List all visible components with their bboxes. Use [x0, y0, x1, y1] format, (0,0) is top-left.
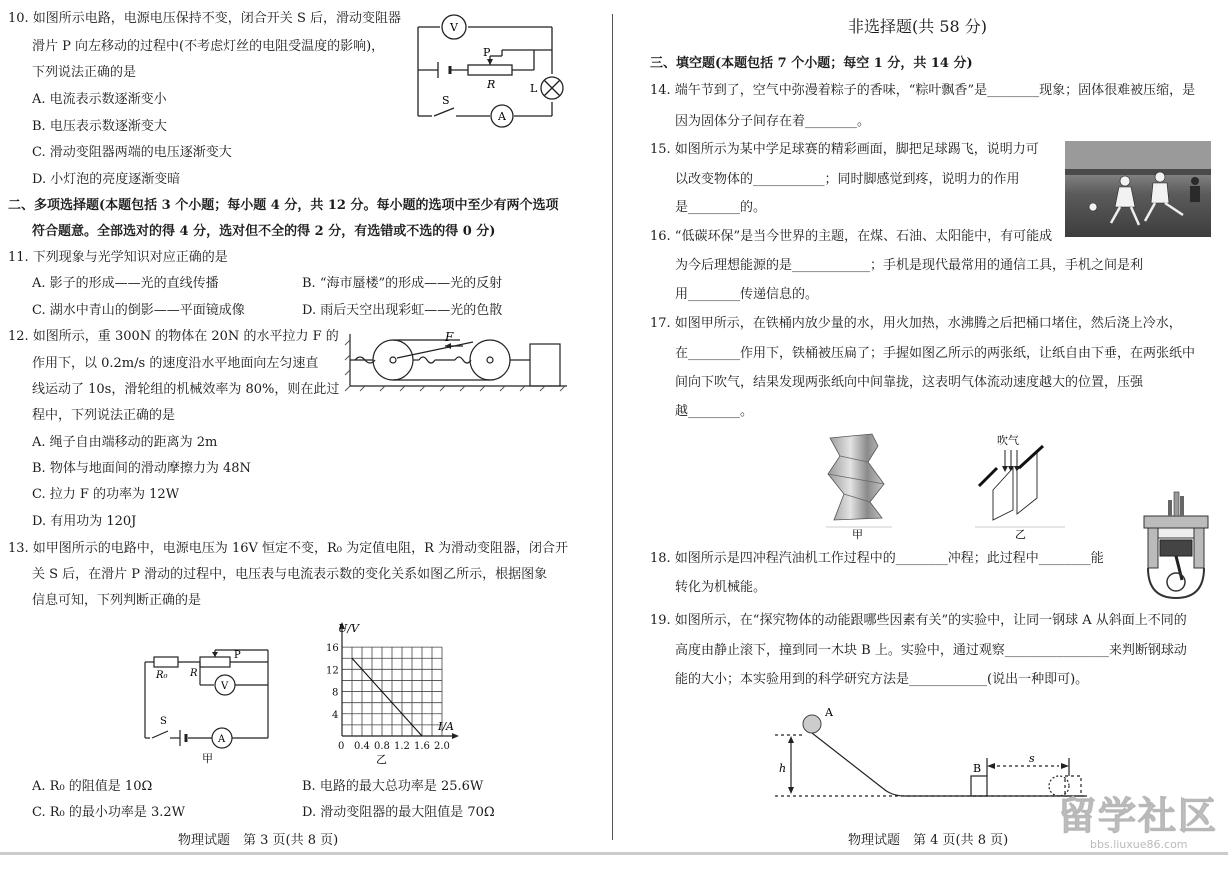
q10-line1: 10. 如图所示电路，电源电压保持不变，闭合开关 S 后，滑动变阻器 — [8, 11, 401, 26]
page-divider — [612, 14, 613, 840]
q10-option-c: C. 滑动变阻器两端的电压逐渐变大 — [32, 145, 232, 160]
q13-line3: 信息可知，下列判断正确的是 — [32, 593, 202, 608]
lamp-l-label: L — [530, 82, 538, 95]
q10-line2: 滑片 P 向左移动的过程中(不考虑灯丝的电阻受温度的影响)， — [32, 39, 385, 54]
q11-option-a: A. 影子的形成——光的直线传播 — [32, 276, 219, 291]
blow-label: 吹气 — [997, 434, 1019, 447]
q10-circuit-diagram — [410, 12, 580, 132]
right-page-footer: 物理试题 第 4 页(共 8 页) — [848, 833, 1009, 848]
q18-line1: 18. 如图所示是四冲程汽油机工作过程中的________冲程；此过程中________能 — [650, 551, 1104, 566]
chart-x-tick-label: 0 — [338, 741, 345, 752]
football-photo — [1065, 141, 1211, 237]
chart-series-line — [352, 658, 422, 736]
ammeter-label: A — [498, 110, 506, 123]
watermark-url: bbs.liuxue86.com — [1090, 838, 1188, 851]
q10-option-a: A. 电流表示数逐渐变小 — [32, 92, 167, 107]
q18-line2: 转化为机械能。 — [675, 580, 767, 595]
q10-option-d: D. 小灯泡的亮度逐渐变暗 — [32, 172, 181, 187]
q11-option-d: D. 雨后天空出现彩虹——光的色散 — [302, 303, 503, 318]
q14-line2: 因为固体分子间存在着________。 — [675, 114, 871, 129]
section2-heading-line2: 符合题意。全部选对的得 4 分，选对但不全的得 2 分，有选错或不选的得 0 分) — [32, 224, 496, 239]
ball-a-label: A — [825, 706, 833, 719]
q17-line3: 间向下吹气，结果发现两张纸向中间靠拢，这表明气体流动速度越大的位置，压强 — [675, 375, 1144, 390]
q19-line2: 高度由静止滚下，撞到同一木块 B 上。实验中，通过观察________________来判断钢球动 — [675, 643, 1187, 658]
q19-line3: 能的大小；本实验用到的科学研究方法是____________(说出一种即可)。 — [675, 672, 1089, 687]
section2-heading-line1: 二、多项选择题(本题包括 3 个小题；每小题 4 分，共 12 分。每小题的选项中至少有两个选项 — [8, 198, 559, 213]
q11-option-c: C. 湖水中青山的倒影——平面镜成像 — [32, 303, 245, 318]
q10-option-b: B. 电压表示数逐渐变大 — [32, 119, 167, 134]
q12-pulley-diagram — [345, 330, 570, 392]
q12-line2: 作用下，以 0.2m/s 的速度沿水平地面向左匀速直 — [32, 356, 319, 371]
q11-stem: 11. 下列现象与光学知识对应正确的是 — [8, 250, 228, 265]
distance-s-label: s — [1029, 752, 1035, 765]
watermark-logo: 留学社区 — [1058, 794, 1219, 838]
chart-y-tick-label: 12 — [326, 665, 339, 677]
q13-circuit-jia — [140, 642, 280, 767]
q15-line1: 15. 如图所示为某中学足球赛的精彩画面，脚把足球踢飞，说明力可 — [650, 142, 1039, 157]
q11-option-b: B. “海市蜃楼”的形成——光的反射 — [302, 276, 503, 291]
y-axis-label: U/V — [338, 622, 359, 635]
block-b-label: B — [973, 762, 982, 775]
q16-line3: 用________传递信息的。 — [675, 287, 819, 302]
section3-heading: 三、填空题(本题包括 7 个小题；每空 1 分，共 14 分) — [650, 56, 973, 71]
chart-x-tick-label: 0.4 — [354, 741, 370, 752]
q16-line2: 为今后理想能源的是____________；手机是现代最常用的通信工具，手机之间是利 — [675, 258, 1144, 273]
crushed-can-figure — [826, 432, 892, 540]
q12-option-a: A. 绳子自由端移动的距离为 2m — [32, 435, 218, 450]
q13-line1: 13. 如甲图所示的电路中，电源电压为 16V 恒定不变，R₀ 为定值电阻，R 为滑动变阻器，闭合开 — [8, 541, 569, 556]
q13-line2: 关 S 后，在滑片 P 滑动的过程中，电压表与电流表示数的变化关系如图乙所示，根据图象 — [32, 567, 548, 582]
caption-jia: 甲 — [202, 752, 213, 765]
voltmeter-label: V — [221, 681, 229, 692]
rheostat-r-label: R — [487, 78, 496, 91]
voltmeter-label: V — [450, 21, 458, 34]
chart-y-tick-label: 16 — [326, 643, 339, 655]
q16-line1: 16. “低碳环保”是当今世界的主题，在煤、石油、太阳能中，有可能成 — [650, 229, 1053, 244]
caption-jia: 甲 — [852, 528, 863, 541]
q17-line4: 越________。 — [675, 404, 754, 419]
slider-p-label: P — [234, 650, 241, 661]
engine-cylinder-figure — [1138, 492, 1214, 604]
height-h-label: h — [779, 762, 787, 775]
q13-option-a: A. R₀ 的阻值是 10Ω — [32, 779, 153, 794]
q13-ui-graph — [312, 618, 472, 768]
chart-x-tick-label: 1.6 — [414, 741, 430, 752]
switch-s-label: S — [160, 716, 167, 727]
r-label: R — [190, 668, 198, 679]
q12-option-d: D. 有用功为 120J — [32, 514, 137, 529]
ammeter-label: A — [218, 734, 226, 745]
caption-yi: 乙 — [1015, 528, 1026, 541]
two-papers-figure — [975, 432, 1065, 540]
chart-x-tick-label: 0.8 — [374, 741, 390, 752]
q13-option-b: B. 电路的最大总功率是 25.6W — [302, 779, 484, 794]
q13-option-d: D. 滑动变阻器的最大阻值是 70Ω — [302, 805, 495, 820]
football-players-image — [1065, 141, 1211, 237]
chart-y-tick-label: 4 — [332, 709, 339, 721]
r0-label: R₀ — [156, 670, 168, 681]
q19-line1: 19. 如图所示，在“探究物体的动能跟哪些因素有关”的实验中，让同一钢球 A 从斜面上不同的 — [650, 613, 1187, 628]
q15-line2: 以改变物体的___________；同时脚感觉到疼，说明力的作用 — [675, 172, 1020, 187]
caption-yi: 乙 — [376, 753, 387, 766]
bottom-rule — [0, 852, 1228, 855]
switch-s-label: S — [442, 94, 450, 107]
q17-line2: 在________作用下，铁桶被压扁了；手握如图乙所示的两张纸，让纸自由下垂，在两张纸中 — [675, 346, 1196, 361]
chart-y-tick-label: 8 — [332, 687, 339, 699]
q19-ramp-figure — [775, 702, 1125, 802]
q13-option-c: C. R₀ 的最小功率是 3.2W — [32, 805, 186, 820]
q14-line1: 14. 端午节到了，空气中弥漫着粽子的香味，“粽叶飘香”是________现象；固体很难被压缩，是 — [650, 83, 1196, 98]
x-axis-label: I/A — [438, 720, 454, 733]
chart-x-tick-label: 2.0 — [434, 741, 450, 752]
q12-line3: 线运动了 10s，滑轮组的机械效率为 80%，则在此过 — [32, 382, 340, 397]
q10-line3: 下列说法正确的是 — [32, 65, 137, 80]
slider-p-label: P — [483, 46, 491, 59]
chart-x-tick-label: 1.2 — [394, 741, 410, 752]
right-page-heading: 非选择题(共 58 分) — [848, 17, 988, 36]
left-page-footer: 物理试题 第 3 页(共 8 页) — [178, 833, 339, 848]
q12-line1: 12. 如图所示，重 300N 的物体在 20N 的水平拉力 F 的 — [8, 329, 339, 344]
force-f-label: F — [445, 330, 454, 344]
q12-option-b: B. 物体与地面间的滑动摩擦力为 48N — [32, 461, 251, 476]
q12-line4: 程中，下列说法正确的是 — [32, 408, 176, 423]
q12-option-c: C. 拉力 F 的功率为 12W — [32, 487, 180, 502]
q17-line1: 17. 如图甲所示，在铁桶内放少量的水，用火加热，水沸腾之后把桶口堵住，然后浇上冷水， — [650, 316, 1182, 331]
q15-line3: 是________的。 — [675, 200, 767, 215]
